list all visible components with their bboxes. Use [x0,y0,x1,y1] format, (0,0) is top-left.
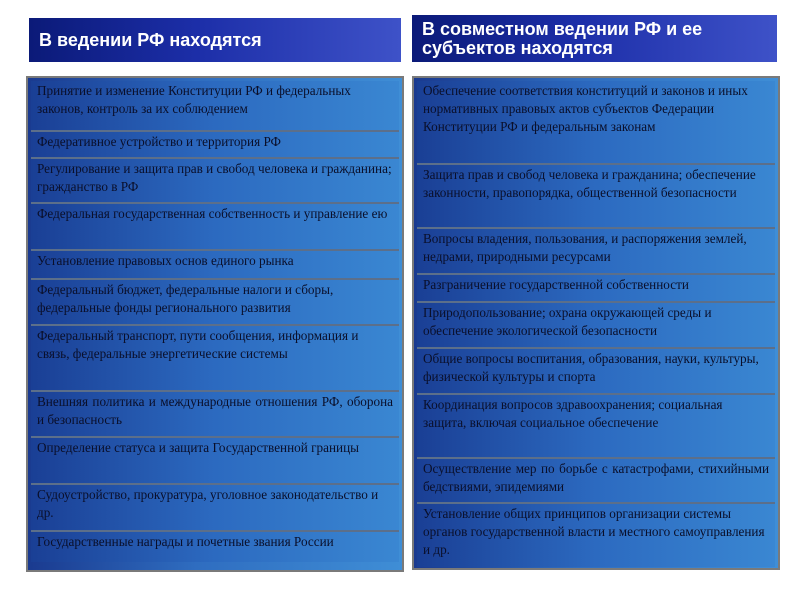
list-item: Государственные награды и почетные звания России [31,532,399,562]
list-item: Федеральный бюджет, федеральные налоги и сборы, федеральные фонды регионального развития [31,280,399,326]
right-header-title: В совместном ведении РФ и ее субъектов находятся [422,18,703,58]
list-item: Установление общих принципов организации системы органов государственной власти и местного самоуправления и др. [417,504,775,567]
left-header-title: В ведении РФ находятся [39,29,262,50]
list-item: Федеральная государственная собственность и управление ею [31,204,399,251]
right-column-header [412,15,777,62]
list-item: Регулирование и защита прав и свобод человека и гражданина; гражданство в РФ [31,159,399,204]
list-item: Принятие и изменение Конституции РФ и федеральных законов, контроль за их соблюдением [31,81,399,132]
list-item: Разграничение государственной собственности [417,275,775,303]
federal-jurisdiction-list [26,76,404,572]
list-item: Федеральный транспорт, пути сообщения, информация и связь, федеральные энергетические системы [31,326,399,392]
list-item: Общие вопросы воспитания, образования, науки, культуры, физической культуры и спорта [417,349,775,395]
list-item: Внешняя политика и международные отношения РФ, оборона и безопасность [31,392,399,438]
list-item: Установление правовых основ единого рынка [31,251,399,280]
list-item: Обеспечение соответствия конституций и законов и иных нормативных правовых актов субъектов Федерации Конституции РФ и федеральным законам [417,81,775,165]
list-item: Осуществление мер по борьбе с катастрофами, стихийными бедствиями, эпидемиями [417,459,775,504]
list-item: Федеративное устройство и территория РФ [31,132,399,159]
list-item: Защита прав и свобод человека и гражданина; обеспечение законности, правопорядка, общественной безопасности [417,165,775,229]
list-item: Вопросы владения, пользования, и распоряжения землей, недрами, природными ресурсами [417,229,775,275]
joint-jurisdiction-list [412,76,780,570]
list-item: Природопользование; охрана окружающей среды и обеспечение экологической безопасности [417,303,775,349]
list-item: Определение статуса и защита Государственной границы [31,438,399,485]
list-item: Координация вопросов здравоохранения; социальная защита, включая социальное обеспечение [417,395,775,459]
left-column-header [29,18,401,62]
list-item: Судоустройство, прокуратура, уголовное законодательство и др. [31,485,399,532]
